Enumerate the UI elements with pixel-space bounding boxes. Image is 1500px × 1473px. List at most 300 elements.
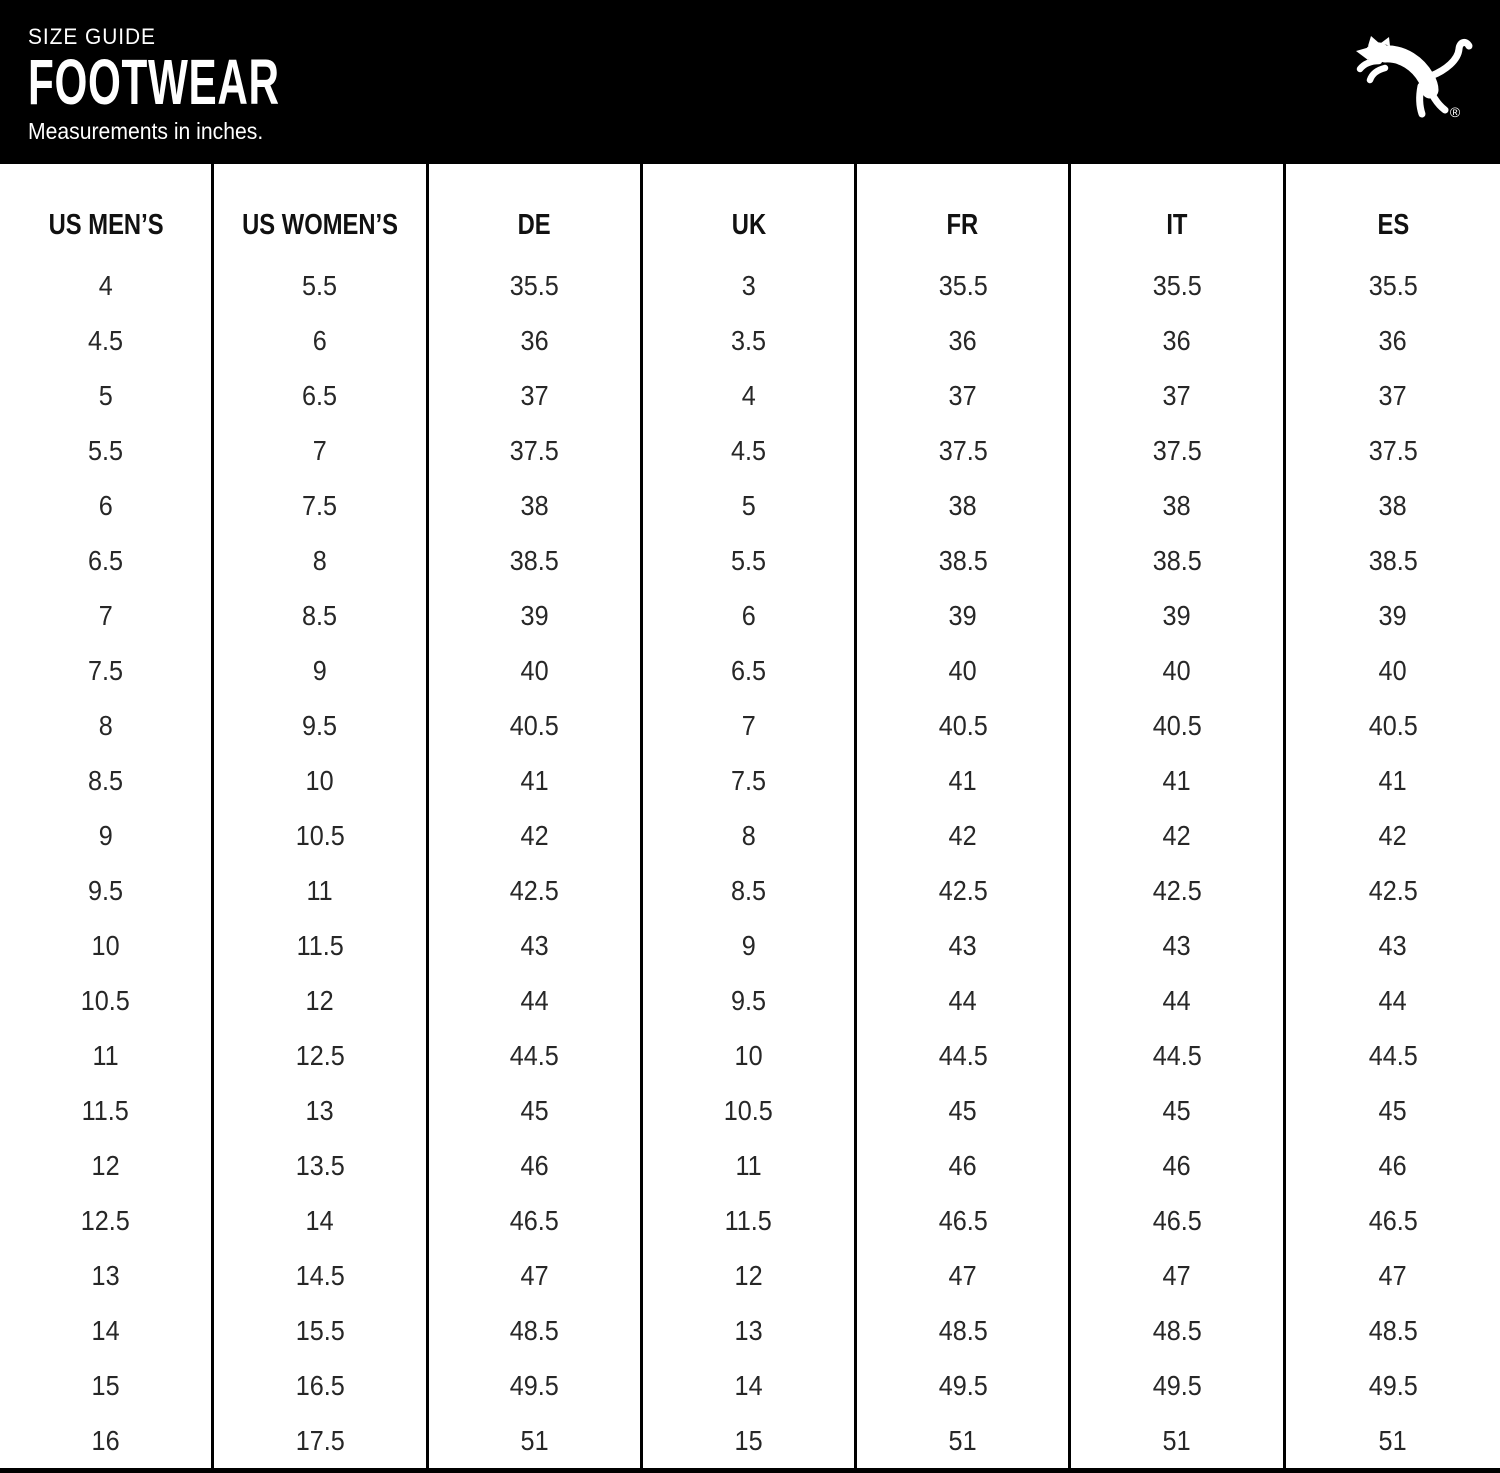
size-value: 12 <box>91 1149 120 1181</box>
size-value: 7 <box>741 709 756 741</box>
size-value: 6 <box>741 599 756 631</box>
size-value: 8 <box>312 544 327 576</box>
size-value: 51 <box>1378 1424 1407 1456</box>
size-cell <box>429 753 643 808</box>
size-value: 7 <box>98 599 113 631</box>
size-cell <box>0 1028 214 1083</box>
size-value: 37.5 <box>938 434 988 466</box>
size-value: 38 <box>1378 489 1407 521</box>
size-cell <box>429 588 643 643</box>
size-value: 12.5 <box>81 1204 131 1236</box>
size-value: 10.5 <box>295 819 345 851</box>
size-cell <box>643 1358 857 1413</box>
size-value: 11 <box>92 1039 119 1071</box>
puma-logo-icon <box>1345 30 1485 130</box>
size-cell <box>643 1413 857 1468</box>
size-value: 46 <box>520 1149 549 1181</box>
table-row <box>0 808 1500 863</box>
size-cell <box>857 1138 1071 1193</box>
size-value: 46.5 <box>509 1204 559 1236</box>
size-guide-label: SIZE GUIDE <box>28 24 156 49</box>
size-cell <box>1071 643 1285 698</box>
size-value: 43 <box>1163 929 1192 961</box>
size-cell <box>1286 863 1500 918</box>
column-header-us-womens: US WOMEN’S <box>214 164 428 258</box>
size-value: 49.5 <box>1152 1369 1202 1401</box>
size-cell <box>1071 368 1285 423</box>
size-cell <box>1286 1193 1500 1248</box>
size-cell <box>643 753 857 808</box>
size-cell <box>1071 753 1285 808</box>
size-cell <box>1071 423 1285 478</box>
size-cell <box>214 533 428 588</box>
size-cell <box>857 1248 1071 1303</box>
size-cell <box>214 588 428 643</box>
size-value: 8.5 <box>302 599 338 631</box>
size-cell <box>214 753 428 808</box>
size-cell <box>0 368 214 423</box>
size-cell <box>643 478 857 533</box>
size-cell <box>1286 698 1500 753</box>
header-banner <box>0 0 1500 164</box>
size-value: 39 <box>520 599 549 631</box>
size-cell <box>857 258 1071 313</box>
size-value: 15 <box>734 1424 763 1456</box>
size-cell <box>643 698 857 753</box>
size-cell <box>857 313 1071 368</box>
size-value: 37 <box>520 379 549 411</box>
size-value: 15 <box>91 1369 120 1401</box>
size-cell <box>857 918 1071 973</box>
size-cell <box>643 588 857 643</box>
size-value: 9 <box>98 819 113 851</box>
size-value: 7.5 <box>730 764 767 796</box>
size-value: 6 <box>98 489 113 521</box>
size-value: 44 <box>948 984 977 1016</box>
size-value: 9 <box>312 654 327 686</box>
size-value: 42.5 <box>1368 874 1418 906</box>
size-value: 5.5 <box>302 269 338 301</box>
size-cell <box>429 1413 643 1468</box>
size-cell <box>214 1248 428 1303</box>
table-row <box>0 423 1500 478</box>
size-cell <box>214 1358 428 1413</box>
size-cell <box>1286 643 1500 698</box>
size-cell <box>1071 313 1285 368</box>
size-cell <box>0 588 214 643</box>
size-cell <box>214 643 428 698</box>
size-cell <box>857 643 1071 698</box>
size-cell <box>429 1083 643 1138</box>
size-value: 39 <box>948 599 977 631</box>
size-cell <box>1071 1028 1285 1083</box>
size-value: 41 <box>1378 764 1407 796</box>
size-value: 49.5 <box>1368 1369 1418 1401</box>
size-cell <box>1286 973 1500 1028</box>
table-row <box>0 1303 1500 1358</box>
size-value: 49.5 <box>509 1369 559 1401</box>
size-value: 13 <box>91 1259 120 1291</box>
size-value: 44 <box>1163 984 1192 1016</box>
size-cell <box>429 478 643 533</box>
table-row <box>0 973 1500 1028</box>
size-cell <box>1071 478 1285 533</box>
size-value: 5.5 <box>730 544 767 576</box>
size-value: 10 <box>305 764 334 796</box>
size-value: 37.5 <box>509 434 559 466</box>
size-value: 14 <box>91 1314 120 1346</box>
table-row <box>0 643 1500 698</box>
size-cell <box>214 258 428 313</box>
size-cell <box>214 423 428 478</box>
table-header-row <box>0 164 1500 258</box>
size-cell <box>643 808 857 863</box>
size-value: 36 <box>1378 324 1407 356</box>
size-cell <box>857 753 1071 808</box>
size-value: 41 <box>520 764 549 796</box>
size-value: 8 <box>741 819 756 851</box>
size-cell <box>1286 313 1500 368</box>
size-cell <box>643 1083 857 1138</box>
size-cell <box>429 1193 643 1248</box>
size-cell <box>857 423 1071 478</box>
size-value: 37 <box>948 379 977 411</box>
size-value: 47 <box>1378 1259 1407 1291</box>
size-value: 4 <box>741 379 756 411</box>
size-cell <box>429 698 643 753</box>
size-cell <box>857 368 1071 423</box>
size-cell <box>214 478 428 533</box>
size-cell <box>857 478 1071 533</box>
size-cell <box>857 1083 1071 1138</box>
size-cell <box>643 863 857 918</box>
size-value: 8.5 <box>88 764 124 796</box>
size-value: 44.5 <box>509 1039 559 1071</box>
size-cell <box>0 1138 214 1193</box>
size-cell <box>214 1083 428 1138</box>
size-value: 44.5 <box>1152 1039 1202 1071</box>
size-value: 40.5 <box>938 709 988 741</box>
size-value: 46.5 <box>938 1204 988 1236</box>
size-value: 36 <box>1163 324 1192 356</box>
size-value: 45 <box>520 1094 549 1126</box>
size-cell <box>857 698 1071 753</box>
size-cell <box>1286 918 1500 973</box>
table-body <box>0 258 1500 1468</box>
size-value: 42 <box>520 819 549 851</box>
size-value: 6.5 <box>302 379 338 411</box>
size-cell <box>0 1303 214 1358</box>
size-cell <box>643 423 857 478</box>
size-cell <box>643 1138 857 1193</box>
size-cell <box>429 1138 643 1193</box>
size-value: 16.5 <box>295 1369 345 1401</box>
size-cell <box>1071 1303 1285 1358</box>
size-cell <box>857 533 1071 588</box>
size-value: 11.5 <box>296 929 344 961</box>
size-cell <box>643 918 857 973</box>
size-value: 11.5 <box>82 1094 130 1126</box>
size-value: 4.5 <box>730 434 767 466</box>
size-value: 44 <box>520 984 549 1016</box>
size-cell <box>1286 753 1500 808</box>
size-cell <box>1286 368 1500 423</box>
size-cell <box>429 1303 643 1358</box>
size-value: 49.5 <box>938 1369 988 1401</box>
size-value: 42 <box>1378 819 1407 851</box>
size-cell <box>857 863 1071 918</box>
size-cell <box>643 1303 857 1358</box>
size-value: 37.5 <box>1152 434 1202 466</box>
measurement-note: Measurements in inches. <box>28 118 264 145</box>
column-header-es: ES <box>1376 209 1409 241</box>
size-cell <box>1286 1083 1500 1138</box>
size-cell <box>0 1358 214 1413</box>
size-cell <box>1071 533 1285 588</box>
size-value: 17.5 <box>295 1424 345 1456</box>
table-row <box>0 533 1500 588</box>
table-row <box>0 478 1500 533</box>
size-cell <box>214 918 428 973</box>
size-cell <box>643 643 857 698</box>
size-value: 14 <box>305 1204 334 1236</box>
size-cell <box>1071 918 1285 973</box>
size-value: 47 <box>1163 1259 1192 1291</box>
size-value: 44.5 <box>1368 1039 1418 1071</box>
size-cell <box>429 313 643 368</box>
size-cell <box>857 1028 1071 1083</box>
size-value: 11 <box>735 1149 762 1181</box>
size-value: 14 <box>734 1369 763 1401</box>
size-cell <box>429 1028 643 1083</box>
size-value: 35.5 <box>509 269 559 301</box>
size-value: 38 <box>1163 489 1192 521</box>
size-value: 13 <box>734 1314 763 1346</box>
size-cell <box>643 313 857 368</box>
size-value: 42.5 <box>509 874 559 906</box>
size-cell <box>214 1138 428 1193</box>
size-value: 37 <box>1163 379 1192 411</box>
column-header-it: IT <box>1071 164 1285 258</box>
size-cell <box>214 1193 428 1248</box>
size-value: 7.5 <box>302 489 338 521</box>
size-value: 48.5 <box>1152 1314 1202 1346</box>
size-value: 3 <box>741 269 756 301</box>
size-value: 38.5 <box>509 544 559 576</box>
size-value: 51 <box>520 1424 549 1456</box>
size-value: 40.5 <box>1368 709 1418 741</box>
size-value: 46 <box>948 1149 977 1181</box>
size-value: 10 <box>91 929 120 961</box>
size-cell <box>0 1248 214 1303</box>
size-cell <box>1071 863 1285 918</box>
table-row <box>0 863 1500 918</box>
size-cell <box>857 1358 1071 1413</box>
size-cell <box>0 1413 214 1468</box>
size-cell <box>429 1358 643 1413</box>
size-cell <box>1071 1083 1285 1138</box>
size-value: 46.5 <box>1152 1204 1202 1236</box>
size-value: 11.5 <box>724 1204 773 1236</box>
size-value: 39 <box>1163 599 1192 631</box>
size-value: 44 <box>1378 984 1407 1016</box>
size-value: 14.5 <box>295 1259 345 1291</box>
size-cell <box>1071 698 1285 753</box>
size-value: 10.5 <box>81 984 131 1016</box>
size-value: 35.5 <box>1152 269 1202 301</box>
size-value: 9 <box>741 929 756 961</box>
size-value: 45 <box>948 1094 977 1126</box>
size-cell <box>857 1303 1071 1358</box>
column-header-de: DE <box>429 164 643 258</box>
size-cell <box>1071 1248 1285 1303</box>
size-value: 3.5 <box>730 324 767 356</box>
table-row <box>0 1138 1500 1193</box>
size-cell <box>1286 808 1500 863</box>
size-value: 40 <box>1163 654 1192 686</box>
size-cell <box>214 973 428 1028</box>
size-value: 7.5 <box>88 654 124 686</box>
size-value: 38.5 <box>1152 544 1202 576</box>
size-cell <box>0 918 214 973</box>
bottom-black-bar <box>0 1468 1500 1473</box>
size-value: 10.5 <box>723 1094 774 1126</box>
size-value: 38.5 <box>1368 544 1418 576</box>
size-cell <box>0 1193 214 1248</box>
size-cell <box>0 478 214 533</box>
table-row <box>0 1028 1500 1083</box>
size-value: 40 <box>1378 654 1407 686</box>
table-row <box>0 313 1500 368</box>
size-cell <box>857 1413 1071 1468</box>
size-value: 12.5 <box>295 1039 345 1071</box>
size-cell <box>0 643 214 698</box>
table-row <box>0 698 1500 753</box>
size-cell <box>0 973 214 1028</box>
size-value: 13.5 <box>295 1149 345 1181</box>
size-cell <box>857 808 1071 863</box>
size-cell <box>214 1413 428 1468</box>
size-cell <box>214 1303 428 1358</box>
size-value: 43 <box>1378 929 1407 961</box>
size-cell <box>1071 973 1285 1028</box>
size-value: 9.5 <box>302 709 338 741</box>
size-value: 9.5 <box>88 874 124 906</box>
size-value: 51 <box>1163 1424 1192 1456</box>
registered-mark: ® <box>1449 104 1461 120</box>
size-value: 38 <box>520 489 549 521</box>
size-value: 46 <box>1163 1149 1192 1181</box>
size-cell <box>643 1028 857 1083</box>
size-value: 11 <box>306 874 333 906</box>
size-value: 7 <box>312 434 327 466</box>
size-cell <box>429 258 643 313</box>
size-value: 8.5 <box>730 874 767 906</box>
size-cell <box>1286 1358 1500 1413</box>
size-value: 10 <box>734 1039 763 1071</box>
size-cell <box>1286 478 1500 533</box>
size-value: 45 <box>1163 1094 1192 1126</box>
size-value: 43 <box>520 929 549 961</box>
size-value: 39 <box>1378 599 1407 631</box>
size-cell <box>857 1193 1071 1248</box>
size-value: 36 <box>948 324 977 356</box>
size-value: 45 <box>1378 1094 1407 1126</box>
size-cell <box>0 863 214 918</box>
size-cell <box>1071 258 1285 313</box>
size-cell <box>1286 588 1500 643</box>
size-cell <box>214 368 428 423</box>
size-value: 46 <box>1378 1149 1407 1181</box>
size-value: 12 <box>734 1259 763 1291</box>
table-row <box>0 588 1500 643</box>
size-value: 51 <box>948 1424 977 1456</box>
size-cell <box>1286 1303 1500 1358</box>
table-row <box>0 1193 1500 1248</box>
size-value: 6 <box>312 324 327 356</box>
size-value: 40.5 <box>1152 709 1202 741</box>
size-value: 42.5 <box>938 874 988 906</box>
size-value: 41 <box>1163 764 1192 796</box>
size-cell <box>0 313 214 368</box>
size-value: 5 <box>98 379 113 411</box>
size-value: 41 <box>948 764 977 796</box>
table-row <box>0 918 1500 973</box>
table-row <box>0 258 1500 313</box>
size-value: 48.5 <box>509 1314 559 1346</box>
size-cell <box>1286 1138 1500 1193</box>
size-cell <box>0 698 214 753</box>
table-row <box>0 1413 1500 1468</box>
table-row <box>0 1358 1500 1413</box>
size-cell <box>1286 258 1500 313</box>
size-value: 9.5 <box>730 984 767 1016</box>
size-value: 42.5 <box>1152 874 1202 906</box>
size-cell <box>643 258 857 313</box>
size-cell <box>429 1248 643 1303</box>
size-cell <box>1071 1193 1285 1248</box>
table-row <box>0 753 1500 808</box>
column-header-uk: UK <box>643 164 857 258</box>
size-value: 5 <box>741 489 756 521</box>
size-cell <box>0 533 214 588</box>
size-cell <box>0 423 214 478</box>
size-cell <box>1286 1248 1500 1303</box>
size-cell <box>214 1028 428 1083</box>
size-value: 37.5 <box>1368 434 1418 466</box>
size-value: 35.5 <box>1368 269 1418 301</box>
size-value: 38 <box>948 489 977 521</box>
size-cell <box>429 863 643 918</box>
size-value: 8 <box>98 709 113 741</box>
size-value: 43 <box>948 929 977 961</box>
size-value: 6.5 <box>88 544 124 576</box>
size-value: 47 <box>948 1259 977 1291</box>
size-cell <box>1286 1413 1500 1468</box>
size-cell <box>0 753 214 808</box>
size-cell <box>1071 808 1285 863</box>
size-value: 6.5 <box>730 654 767 686</box>
size-cell <box>429 973 643 1028</box>
size-cell <box>429 808 643 863</box>
size-cell <box>0 258 214 313</box>
size-value: 40.5 <box>509 709 559 741</box>
size-cell <box>857 973 1071 1028</box>
table-row <box>0 368 1500 423</box>
size-cell <box>1071 588 1285 643</box>
size-value: 48.5 <box>1368 1314 1418 1346</box>
size-cell <box>1071 1413 1285 1468</box>
